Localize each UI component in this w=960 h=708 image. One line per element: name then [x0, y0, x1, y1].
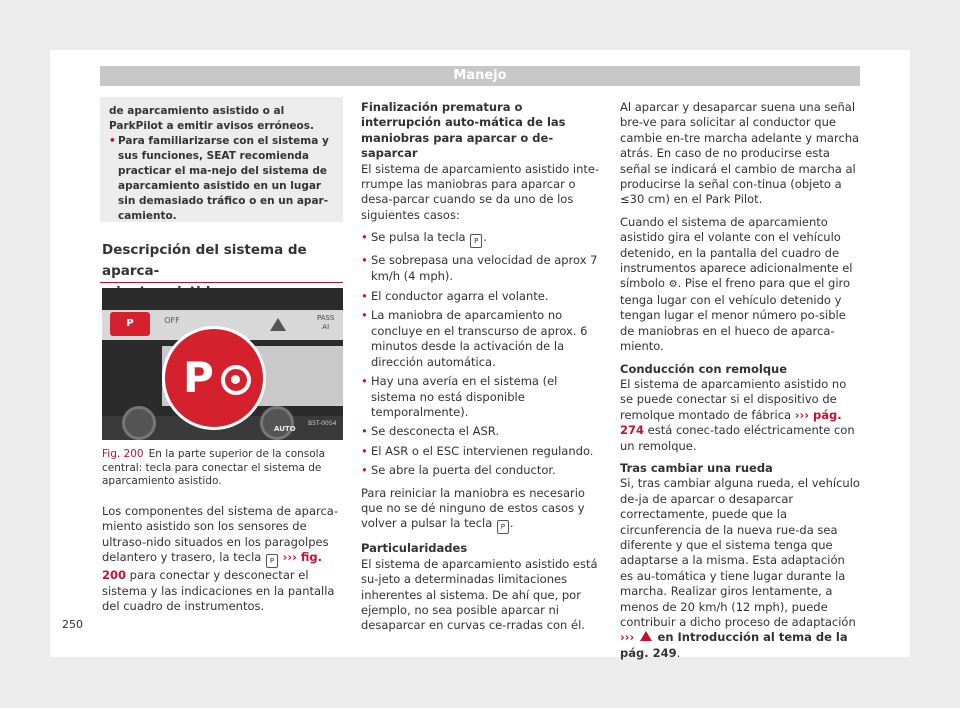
restart-text-a: Para reiniciar la maniobra es necesario que no se dé ninguno de estos casos y volver a pulsar la tecla: [361, 485, 585, 531]
climate-knob-right: [260, 406, 294, 440]
column-1: [102, 504, 342, 614]
steering-symbol-icon: ⚙: [668, 279, 678, 291]
steering-text-a: Cuando el sistema de aparcamiento asistido gira el volante con el vehículo detenido, en la pantalla del cuadro de instrumentos aparece adicionalmente el símbolo: [620, 214, 853, 291]
pass-label: PASS: [317, 314, 335, 322]
figure-reference-link[interactable]: ››› fig. 200: [102, 550, 323, 583]
wheel-change-paragraph: [620, 476, 860, 661]
figure-label: Fig. 200: [102, 448, 144, 460]
ai-label: AI: [322, 323, 330, 331]
page-274-link[interactable]: ››› pág. 274: [620, 407, 842, 438]
particularities-text: El sistema de aparcamiento asistido está su-jeto a determinadas limitaciones inherentes al sistema. De ahí que, por ejemplo, no sea posible aparcar ni desaparcar en curvas ce-rradas con él.: [361, 556, 598, 633]
steering-text-b: . Pise el freno para que el giro tenga lugar con el vehículo detenido y tengan lugar el menor número po-sible de maniobras en el hueco de aparca-miento.: [620, 276, 851, 354]
interrupt-bullet-3: • El conductor agarra el volante.: [361, 289, 601, 304]
page-number: 250: [62, 618, 83, 631]
page-header: Manejo: [100, 66, 860, 86]
figure-caption: [102, 448, 342, 489]
section-title-divider: [100, 282, 343, 283]
trailer-text-b: está conec-tado eléctricamente con un remolque.: [620, 423, 855, 453]
col1-text-a: Los componentes del sistema de aparca-miento asistido son los sensores de ultraso-nido situados en los paragolpes delantero y trasero, la tecla: [102, 504, 338, 565]
col1-text-b: para conectar y desconectar el sistema y las indicaciones en la pantalla del cuadro de instrumentos.: [102, 568, 335, 614]
interrupt-bullet-2: • Se sobrepasa una velocidad de aprox 7 km/h (4 mph).: [361, 253, 601, 284]
interrupt-bullet-6: • Se desconecta el ASR.: [361, 424, 601, 439]
figure-code: B5T-0054: [308, 420, 337, 427]
interrupt-bullet-4: • La maniobra de aparcamiento no concluye en el transcurso de aprox. 6 minutos desde la activación de la dirección automática.: [361, 308, 601, 370]
trailer-heading: Conducción con remolque: [620, 361, 788, 376]
bullet-text: Se pulsa la tecla: [371, 230, 466, 245]
ref-arrow: ›››: [620, 630, 635, 645]
steering-hub-icon: [231, 375, 240, 384]
wheel-text-end: .: [676, 645, 681, 660]
note-text: de aparcamiento asistido o al ParkPilot a emitir avisos erróneos.: [109, 105, 314, 132]
park-letter: P: [183, 353, 214, 402]
interrupt-heading: Finalización prematura o interrupción auto-mática de las maniobras para aparcar o de-saparcar: [361, 100, 566, 161]
interrupt-bullet-8: • Se abre la puerta del conductor.: [361, 463, 601, 478]
park-key-icon: P: [497, 520, 509, 534]
col1-paragraph: [102, 504, 342, 614]
caption-text: En la parte superior de la consola central: tecla para conectar el sistema de aparcamiento asistido.: [102, 448, 326, 487]
column-3: [620, 100, 860, 661]
park-key-icon: P: [470, 234, 482, 248]
interrupt-bullet-1: • Se pulsa la tecla P .: [361, 230, 601, 248]
off-label: OFF: [164, 316, 180, 325]
steering-paragraph: [620, 215, 860, 355]
climate-knob-left: [122, 406, 156, 440]
signal-paragraph: Al aparcar y desaparcar suena una señal bre-ve para solicitar al conductor que cambie en-tre marcha adelante y marcha atrás. En caso de no producirse esta señal se indicará el cambio de marcha al producirse la señal con-tinua (objeto a ≤30 cm) en el Park Pilot.: [620, 100, 860, 207]
column-2: [361, 100, 601, 634]
restart-text: Para reiniciar la maniobra es necesario que no se dé ninguno de estos casos y volver a pulsar la tecla P .: [361, 486, 601, 535]
wheel-change-heading: Tras cambiar una rueda: [620, 460, 773, 475]
auto-label: AUTO: [274, 425, 296, 433]
trailer-text-a: El sistema de aparcamiento asistido no se puede conectar si el dispositivo de remolque montado de fábrica: [620, 376, 847, 422]
section-title-line1: Descripción del sistema de aparca-: [102, 242, 307, 279]
park-assist-zoom-icon: [162, 326, 266, 430]
interrupt-intro: El sistema de aparcamiento asistido inte-rrumpe las maniobras para aparcar o desa-parcar cuando se da uno de los siguientes casos:: [361, 161, 600, 222]
particularities-heading: Particularidades: [361, 541, 468, 556]
figure-console-photo: [102, 288, 343, 440]
wheel-text-a: Si, tras cambiar alguna rueda, el vehículo de-ja de aparcar o desaparcar correctamente, puede que la circunferencia de la nueva rue-da sea diferente y que el sistema tenga que adaptarse a la misma. Esta adaptación es au-tomática y tiene lugar durante la marcha. Realizar giros lentamente, a menos de 20 km/h (12 mph), puede contribuir a dicho proceso de adaptación: [620, 476, 860, 629]
warning-note-box: [100, 97, 343, 222]
hazard-triangle-icon: [270, 318, 286, 331]
warning-triangle-icon: [640, 631, 652, 641]
park-key-icon: P: [266, 554, 278, 568]
note-bullet: • Para familiarizarse con el sistema y sus funciones, SEAT recomienda practicar el ma-nejo del sistema de aparcamiento asistido en un lugar sin demasiado tráfico o en un apar-camiento.: [109, 134, 335, 224]
interrupt-bullet-5: • Hay una avería en el sistema (el sistema no está disponible temporalmente).: [361, 374, 601, 420]
park-assist-button: P: [110, 312, 150, 336]
intro-249-link[interactable]: en Introducción al tema de la pág. 249: [620, 630, 848, 660]
pass-ai-label: [317, 314, 334, 332]
interrupt-bullet-7: • El ASR o el ESC intervienen regulando.: [361, 444, 601, 459]
trailer-paragraph: [620, 377, 860, 454]
